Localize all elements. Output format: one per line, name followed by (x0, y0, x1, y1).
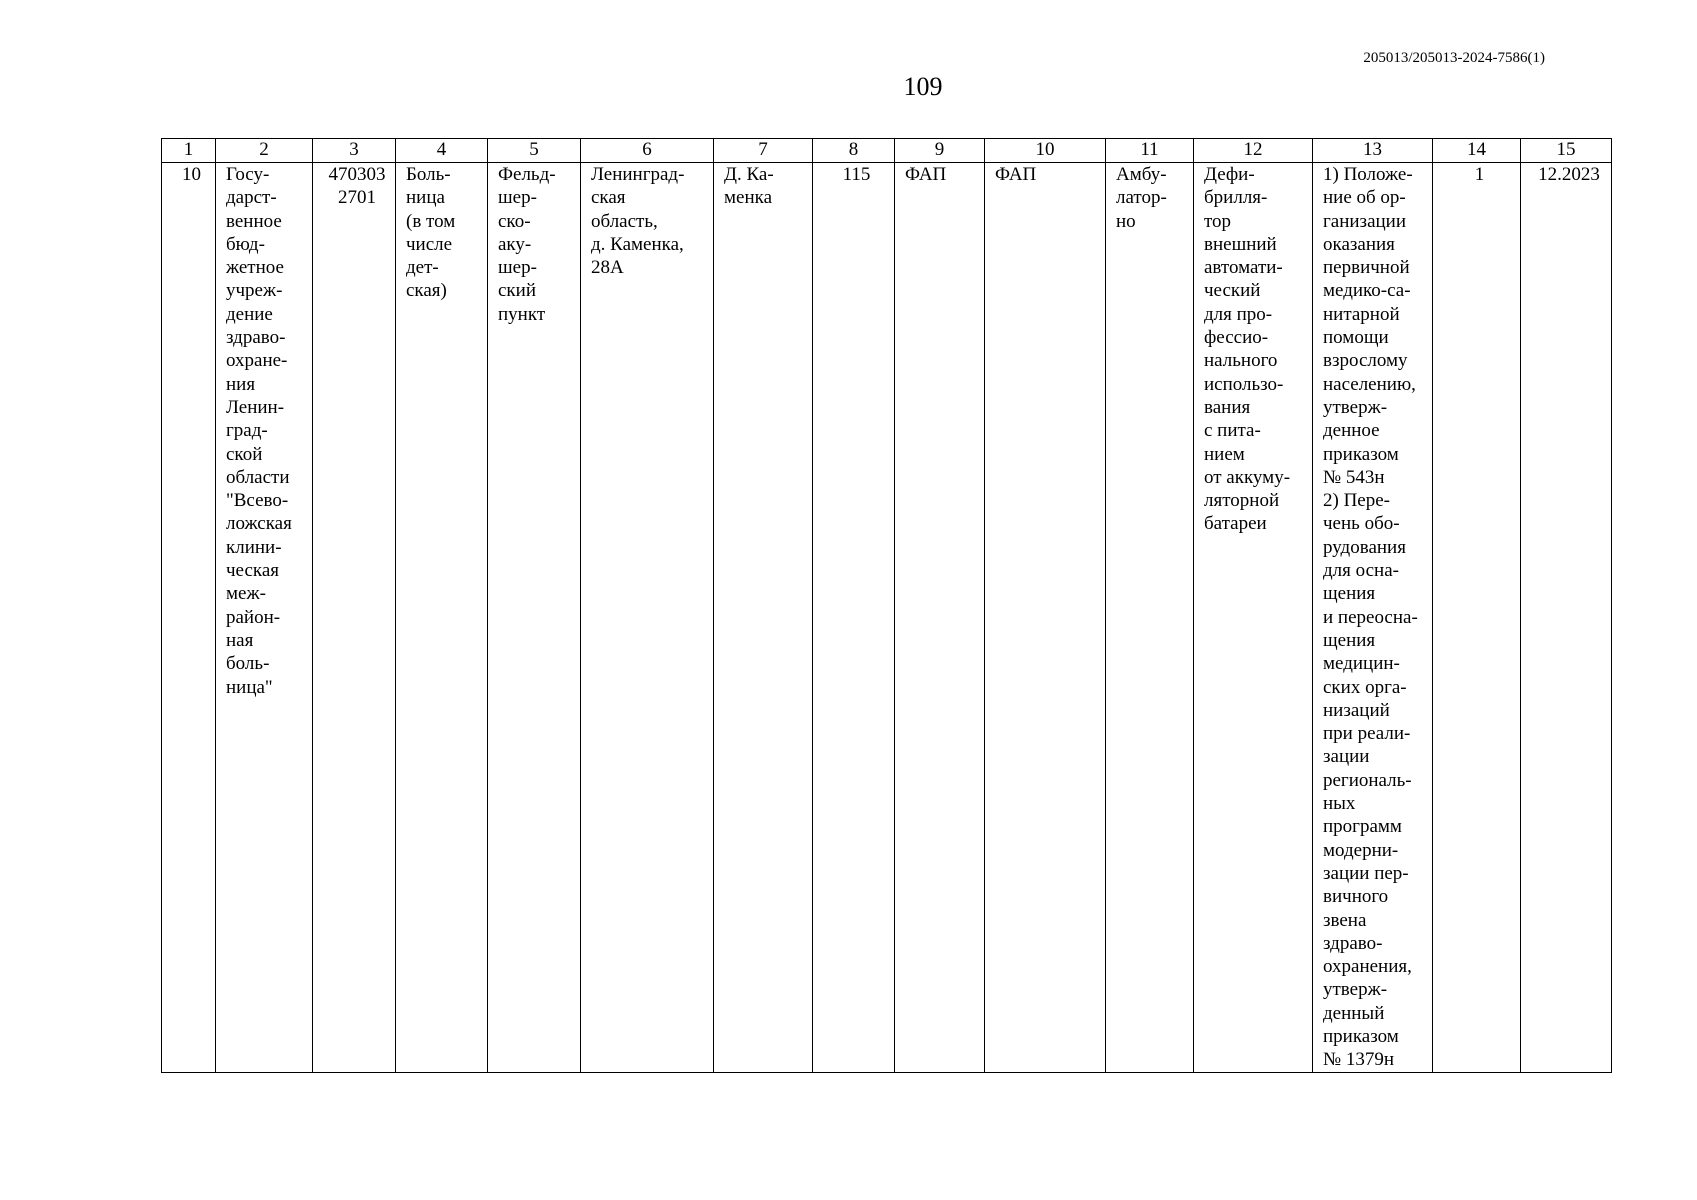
column-header-14: 14 (1433, 139, 1521, 163)
column-header-1: 1 (162, 139, 216, 163)
cell-date: 12.2023 (1521, 163, 1612, 1073)
column-header-13: 13 (1313, 139, 1433, 163)
page-number: 109 (903, 72, 943, 101)
data-table (161, 138, 1612, 1073)
document-id: 205013/205013-2024-7586(1) (1363, 50, 1545, 66)
cell-number: 115 (813, 163, 895, 1073)
cell-unit-type: Фельд- шер- ско- aку- шер- ский пункт (488, 163, 581, 1073)
cell-settlement: Д. Ка- менка (714, 163, 813, 1073)
cell-unit-10: ФАП (985, 163, 1106, 1073)
cell-unit-9: ФАП (895, 163, 985, 1073)
cell-row-number: 10 (162, 163, 216, 1073)
column-header-6: 6 (581, 139, 714, 163)
column-header-9: 9 (895, 139, 985, 163)
cell-organization-name: Госу- дарст- венное бюд- жетное учреж- дение здраво- охране- ния Ленин- град- ской области "Всево- ложская клини- ческая меж- район- ная боль- ница" (216, 163, 313, 1073)
column-header-11: 11 (1106, 139, 1194, 163)
column-header-10: 10 (985, 139, 1106, 163)
cell-equipment: Дефи- брилля- тор внешний автомати- ческий для про- фессио- нального использо- вания с пита- нием от аккуму- ляторной батареи (1194, 163, 1313, 1073)
column-header-4: 4 (396, 139, 488, 163)
column-header-5: 5 (488, 139, 581, 163)
cell-quantity: 1 (1433, 163, 1521, 1073)
cell-facility-type: Боль- ница (в том числе дет- ская) (396, 163, 488, 1073)
cell-care-form: Амбу- латор- но (1106, 163, 1194, 1073)
header-row (162, 139, 1612, 163)
column-header-8: 8 (813, 139, 895, 163)
column-header-3: 3 (313, 139, 396, 163)
cell-address: Ленинград- ская область, д. Каменка, 28А (581, 163, 714, 1073)
cell-regulations: 1) Положе- ние об ор- ганизации оказания первичной медико-са- нитарной помощи взрослому населению, утверж- денное приказом № 543н 2) Пере- чень обо- рудования для осна- щения и переосна- щения медицин- ских орга- низаций при реали- зации региональ- ных программ модерни- зации пер- вичного звена здраво- охранения, утверж- денный приказом № 1379н (1313, 163, 1433, 1073)
column-header-15: 15 (1521, 139, 1612, 163)
column-header-2: 2 (216, 139, 313, 163)
table-row (162, 163, 1612, 1073)
column-header-7: 7 (714, 139, 813, 163)
cell-code: 470303 2701 (313, 163, 396, 1073)
column-header-12: 12 (1194, 139, 1313, 163)
